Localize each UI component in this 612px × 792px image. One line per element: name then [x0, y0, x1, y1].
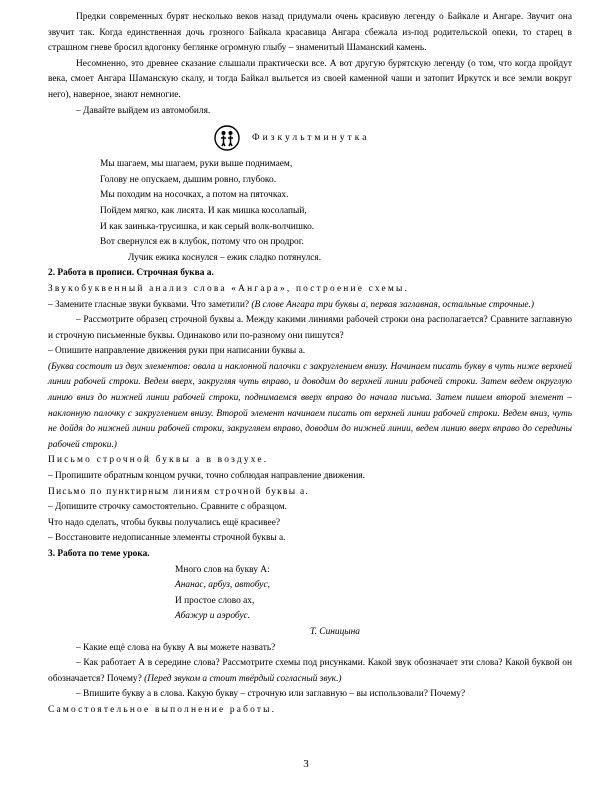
poem-line: Мы походим на носочках, а потом на пяточках.	[100, 190, 289, 201]
vowels-answer: (В слове Ангара три буквы а, первая заглавная, остальные строчные.)	[249, 299, 534, 310]
air-writing-heading: Письмо строчной буквы а в воздухе.	[48, 455, 269, 466]
poem-line: Пойдем мягко, как лисята. И как мишка косолапый,	[100, 205, 307, 216]
poem-line: Ананас, арбуз, автобус,	[175, 580, 270, 591]
middle-answer: (Перед звуком а стоит твёрдый согласный звук.)	[141, 673, 342, 684]
poem-line: Лучик ежика коснулся – ежик сладко потянулся.	[128, 252, 322, 263]
poem-line: И простое слово ах,	[175, 595, 255, 606]
words-question: – Какие ещё слова на букву А вы можете назвать?	[76, 642, 276, 653]
poem-line: Мы шагаем, мы шагаем, руки выше поднимаем,	[100, 159, 293, 170]
restore-line: – Восстановите недописанные элементы строчной буквы а.	[48, 533, 286, 544]
middle-question	[48, 656, 572, 687]
vowels-question-text: – Замените гласные звуки буквами. Что заметили?	[48, 299, 250, 310]
poem-line: Абажур и аэробус.	[175, 611, 251, 622]
legend-paragraph-2: Несомненно, это древнее сказание слышали практически все. А вот другую бурятскую легенду (о том, что когда пройдут века, смоет Ангара Шаманскую скалу, и тогда Байкал выльется из своей каменной чаши и затопит Иркутск и все земли вокруг него), наверное, знают немногие.	[48, 58, 572, 100]
independent-work-heading: Самостоятельное выполнение работы.	[48, 704, 277, 715]
page-content	[48, 10, 572, 719]
describe-question: – Опишите направление движения руки при написании буквы а.	[48, 346, 306, 357]
fizkultminutka-header	[214, 123, 572, 153]
poem-line: И как заинька-трусишка, и как серый волк-волчишко.	[100, 221, 315, 232]
section-2-heading: 2. Работа в прописи. Строчная буква а.	[48, 268, 214, 279]
section-3-heading: 3. Работа по теме урока.	[48, 549, 150, 559]
fizkultminutka-title: Физкультминутка	[252, 132, 370, 144]
poem-line: Много слов на букву А:	[175, 564, 270, 575]
sample-question: – Рассмотрите образец строчной буквы а. Между какими линиями рабочей строки она располагается? Сравните заглавную и строчную письменные буквы. Одинаково или по-разному они пишутся?	[48, 315, 572, 341]
page-number: 3	[303, 758, 309, 770]
exit-car-line: – Давайте выйдем из автомобиля.	[76, 105, 211, 116]
middle-question-text: – Как работает А в середине слова? Рассмотрите схемы под рисунками. Какой звук обозначает эти слова? Какой буквой он обозначается? Почему?	[48, 658, 572, 684]
two-people-icon	[214, 125, 240, 151]
legend-paragraph-1: Предки современных бурят несколько веков назад придумали очень красивую легенду о Байкале и Ангаре. Звучит она звучит так. Когда единственная дочь грозного Байкала красавица Ангара сбежала из-под родительской опеки, то старец в страшном гневе бросил вдогонку беглянке огромную глыбу – знаменитый Шаманский камень.	[48, 12, 572, 54]
insert-question: – Впишите букву а в слова. Какую букву – строчную или заглавную – вы использовали? Почему?	[76, 689, 466, 700]
vowels-question	[48, 298, 572, 314]
poem-line: Голову не опускаем, дышим ровно, глубоко.	[100, 174, 277, 185]
reverse-pen-line: – Пропишите обратным концом ручки, точно соблюдая направление движения.	[48, 471, 365, 482]
beautiful-question: Что надо сделать, чтобы буквы получались ещё красивее?	[48, 517, 281, 528]
dotted-lines-heading: Письмо по пунктирным линиям строчной буквы а.	[48, 486, 310, 497]
poem-line: Вот свернулся еж в клубок, потому что он продрог.	[100, 237, 304, 248]
sound-analysis-heading: Звукобуквенный анализ слова «Ангара», построение схемы.	[48, 283, 410, 294]
finish-line: – Допишите строчку самостоятельно. Сравните с образцом.	[48, 502, 287, 513]
exercise-poem	[100, 157, 572, 266]
letter-a-poem	[175, 563, 572, 625]
describe-answer: (Буква состоит из двух элементов: овала и наклонной палочки с закруглением внизу. Начинаем писать букву в чуть ниже верхней линии рабочей строки. Ведем вверх, закругляя чуть вправо, и доводим до верхней линии рабочей строки. Затем ведем округлую линию вниз до нижней линии рабочей строки, поднимаемся вверх вправо до начала письма. Затем пишем второй элемент – наклонную палочку с закруглением внизу. Второй элемент начинаем писать от верхней линии рабочей строки. Ведем вниз, чуть не дойдя до нижней линии рабочей строки, закругляем вправо, доводим до нижней линии, ведем линию вверх вправо до середины рабочей строки.)	[48, 361, 572, 450]
poem-author: Т. Синицына	[310, 626, 360, 637]
